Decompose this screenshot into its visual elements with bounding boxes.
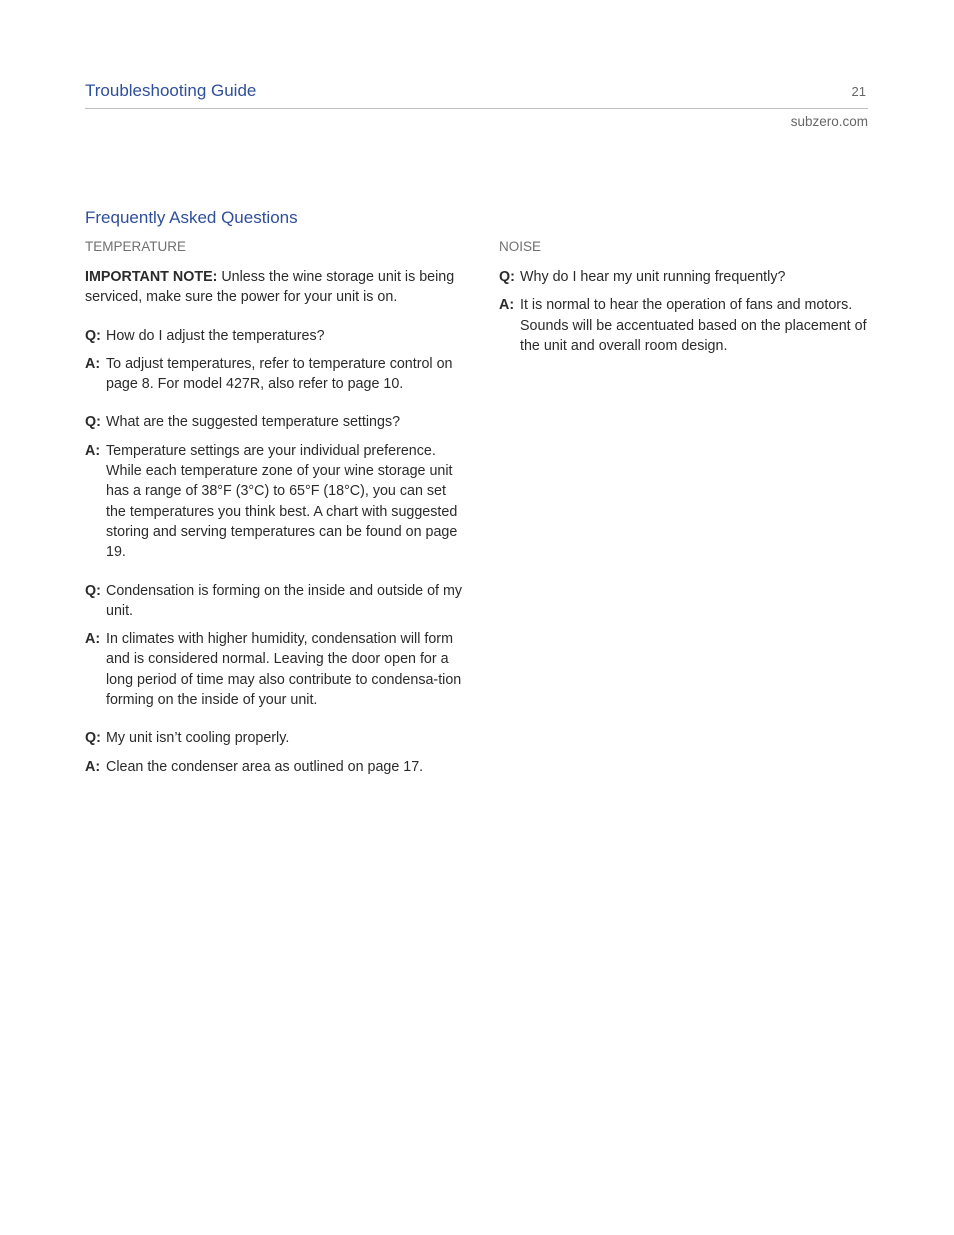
- answer-4: [85, 757, 465, 777]
- temperature-column: [85, 238, 465, 795]
- question-text: My unit isn’t cooling properly.: [106, 730, 290, 747]
- noise-question-1: [499, 267, 879, 287]
- answer-tag: A:: [85, 758, 101, 775]
- question-2: [85, 412, 465, 432]
- important-note: [85, 267, 465, 308]
- answer-tag: A:: [85, 442, 101, 459]
- page-header: [85, 78, 868, 109]
- answer-tag: A:: [85, 631, 101, 648]
- question-3: [85, 581, 465, 622]
- answer-1: [85, 354, 465, 395]
- question-text: How do I adjust the temperatures?: [106, 327, 325, 344]
- question-tag: Q:: [499, 269, 515, 285]
- noise-column: [499, 238, 879, 374]
- site-url: subzero.com: [790, 114, 868, 129]
- answer-3: [85, 629, 465, 710]
- answer-text: Temperature settings are your individual preference. While each temperature zone of your wine storage unit has a range of 38°F (3°C) to 65°F (18°C), you can set the temperatures you think best. A chart with suggested storing and serving temperatures can be found on page 19.: [106, 442, 458, 561]
- answer-2: [85, 441, 465, 563]
- question-tag: Q:: [85, 414, 101, 431]
- question-tag: Q:: [85, 730, 101, 747]
- question-tag: Q:: [85, 327, 101, 344]
- question-text: What are the suggested temperature settings?: [106, 414, 401, 431]
- header-title: Troubleshooting Guide: [85, 81, 257, 100]
- page-number: 21: [851, 84, 866, 99]
- noise-answer-1: [499, 295, 879, 356]
- question-tag: Q:: [85, 582, 101, 599]
- section-title: Frequently Asked Questions: [85, 208, 298, 227]
- temperature-heading: TEMPERATURE: [85, 239, 187, 254]
- important-note-text: Unless the wine storage unit is being serviced, make sure the power for your unit is on.: [85, 269, 455, 306]
- answer-text: In climates with higher humidity, condensation will form and is considered normal. Leaving the door open for a long period of time may also contribute to condensa-tion forming on the inside of your unit.: [106, 631, 462, 709]
- answer-text: To adjust temperatures, refer to temperature control on page 8. For model 427R, also refer to page 10.: [106, 355, 453, 393]
- question-text: Condensation is forming on the inside and outside of my unit.: [106, 582, 463, 619]
- answer-text: Clean the condenser area as outlined on page 17.: [106, 758, 424, 775]
- question-text: Why do I hear my unit running frequently?: [520, 269, 786, 285]
- answer-tag: A:: [499, 297, 515, 314]
- question-4: [85, 728, 465, 748]
- noise-heading: NOISE: [499, 239, 542, 254]
- answer-tag: A:: [85, 355, 101, 372]
- answer-text: It is normal to hear the operation of fans and motors. Sounds will be accentuated based on the placement of the unit and overall room design.: [520, 297, 867, 354]
- important-note-label: IMPORTANT NOTE:: [85, 269, 218, 285]
- question-1: [85, 326, 465, 346]
